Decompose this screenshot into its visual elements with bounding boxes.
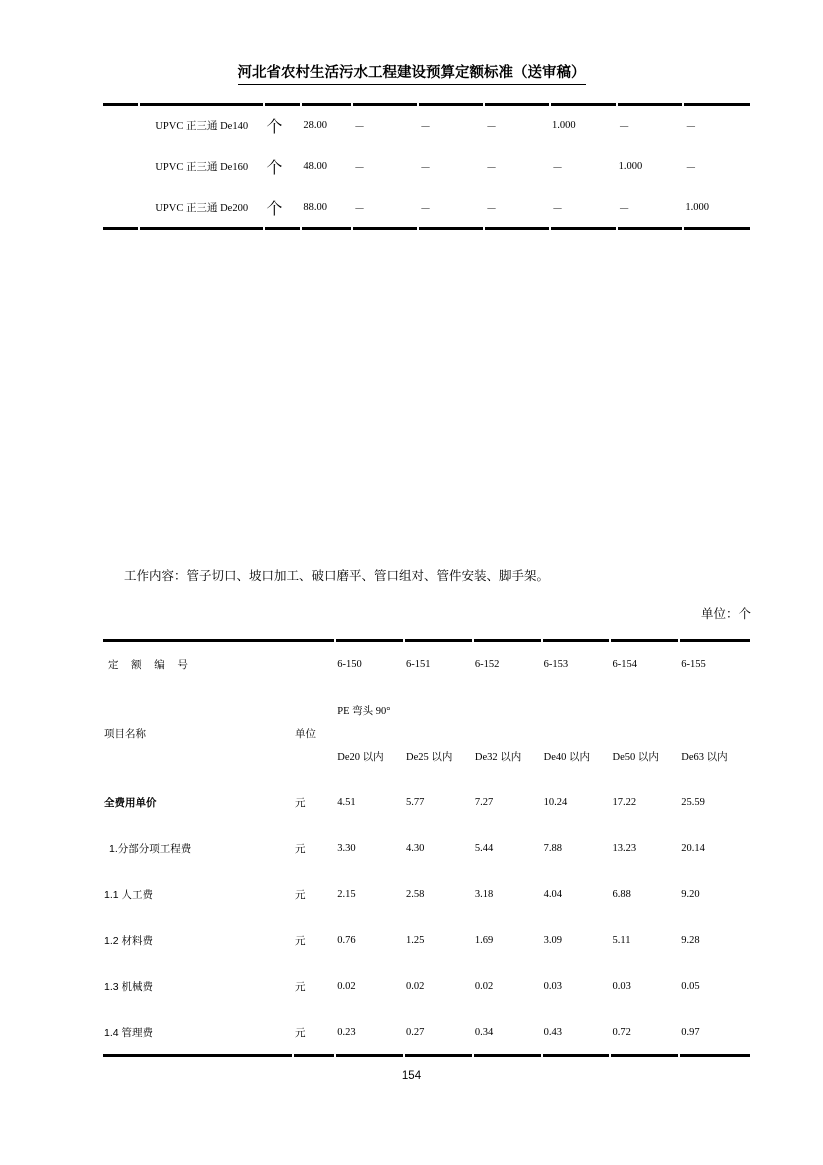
cost-value: 0.05 — [681, 980, 700, 992]
cost-item-label: 1.2 材料费 — [104, 934, 154, 947]
quota-code: 6-153 — [543, 639, 610, 686]
cost-item-label: 1.3 机械费 — [104, 980, 154, 993]
quota-code: 6-155 — [680, 639, 750, 686]
table-row — [103, 826, 750, 870]
table-header-row-code — [103, 639, 750, 686]
table-row — [103, 1010, 750, 1057]
material-qty: － — [485, 103, 549, 145]
cost-value: 17.22 — [612, 796, 637, 808]
cost-value: 0.03 — [612, 980, 631, 992]
material-qty: － — [551, 161, 563, 174]
work-content-note: 工作内容：管子切口、坡口加工、破口磨平、管口组对、管件安装、脚手架。 — [124, 569, 550, 583]
material-qty: － — [353, 188, 417, 230]
material-qty: － — [353, 103, 417, 145]
material-unit: 个 — [266, 160, 283, 177]
cost-value: 25.59 — [681, 796, 705, 808]
material-price: 28.00 — [302, 103, 351, 145]
quota-table — [101, 637, 752, 1059]
row-group-cell — [103, 147, 138, 186]
cost-value: 4.30 — [406, 842, 425, 854]
cost-item-label: 全费用单价 — [104, 796, 157, 809]
material-price: 88.00 — [302, 188, 351, 230]
cost-value: 3.30 — [337, 842, 356, 854]
page-title-text: 河北省农村生活污水工程建设预算定额标准（送审稿） — [238, 64, 586, 85]
cost-value: 4.04 — [543, 888, 563, 900]
quota-code: 6-154 — [611, 639, 678, 686]
cost-value: 9.28 — [681, 934, 700, 946]
material-price: 48.00 — [303, 161, 327, 172]
material-qty: － — [485, 188, 549, 230]
item-name-label: 项目名称 — [104, 727, 146, 740]
material-qty: － — [684, 103, 750, 145]
continued-material-table — [101, 101, 752, 232]
cost-value: 0.27 — [405, 1010, 472, 1057]
material-name: UPVC 正三通 De160 — [155, 162, 249, 173]
cost-value: 0.72 — [611, 1010, 678, 1057]
table-row — [103, 964, 750, 1008]
material-qty: － — [353, 161, 365, 174]
cost-value: 0.02 — [474, 980, 494, 992]
cost-value: 5.44 — [474, 842, 494, 854]
table-row — [103, 872, 750, 916]
unit-column-label: 单位 — [295, 727, 317, 740]
quota-code: 6-150 — [336, 639, 403, 686]
quota-code: 6-152 — [474, 639, 541, 686]
quota-code-label: 定 额 编 号 — [103, 639, 334, 686]
material-qty: － — [419, 103, 483, 145]
cost-item-label: 1.1 人工费 — [104, 888, 154, 901]
material-qty: 1.000 — [684, 188, 750, 230]
table-row — [103, 188, 750, 230]
quota-table-body — [103, 639, 750, 1057]
cost-value: 2.58 — [406, 888, 425, 900]
cost-item-label: 1.分部分项工程费 — [109, 842, 192, 855]
material-name: UPVC 正三通 De140 — [140, 103, 263, 145]
cost-value: 4.51 — [337, 796, 356, 808]
row-group-cell — [103, 188, 138, 230]
spec-label: De25 以内 — [406, 751, 453, 763]
cost-value: 1.25 — [406, 934, 425, 946]
cost-value: 0.02 — [406, 980, 425, 992]
material-name: UPVC 正三通 De200 — [140, 188, 263, 230]
cost-value: 13.23 — [612, 842, 637, 854]
material-qty: － — [618, 188, 683, 230]
material-qty: － — [551, 188, 616, 230]
cost-value: 7.27 — [474, 796, 494, 808]
material-qty: － — [485, 161, 497, 174]
material-qty: 1.000 — [618, 161, 643, 172]
cost-value: 0.23 — [336, 1010, 403, 1057]
cost-item-unit: 元 — [295, 888, 306, 901]
cost-value: 6.88 — [612, 888, 631, 900]
page-title — [0, 64, 823, 85]
unit-note: 单位：个 — [700, 607, 751, 621]
cost-item-unit: 元 — [295, 796, 306, 809]
cost-value: 1.69 — [474, 934, 494, 946]
material-qty: 1.000 — [551, 103, 616, 145]
quota-code: 6-151 — [405, 639, 472, 686]
cost-item-unit: 元 — [295, 934, 306, 947]
cost-value: 0.34 — [474, 1010, 541, 1057]
cost-value: 2.15 — [337, 888, 356, 900]
cost-value: 7.88 — [543, 842, 563, 854]
product-group-label: PE 弯头 90° — [337, 705, 391, 717]
material-qty: － — [419, 161, 431, 174]
cost-item-unit: 元 — [295, 842, 306, 855]
cost-item-unit: 元 — [295, 980, 306, 993]
cost-value: 3.09 — [543, 934, 563, 946]
cost-item-unit: 元 — [294, 1010, 334, 1057]
spec-label: De32 以内 — [474, 751, 522, 763]
material-qty: － — [685, 161, 697, 174]
cost-value: 5.77 — [406, 796, 425, 808]
table-header-row-group — [103, 688, 750, 732]
cost-value: 0.43 — [543, 1010, 610, 1057]
table-row — [103, 780, 750, 824]
spec-label: De50 以内 — [612, 751, 659, 763]
material-qty: － — [618, 103, 683, 145]
cost-value: 3.18 — [474, 888, 494, 900]
table-row — [103, 103, 750, 145]
table-row — [103, 918, 750, 962]
spec-label: De63 以内 — [681, 751, 728, 763]
material-unit: 个 — [265, 188, 300, 230]
cost-value: 0.97 — [680, 1010, 750, 1057]
continued-table-body — [103, 103, 750, 230]
cost-value: 0.03 — [543, 980, 563, 992]
cost-value: 9.20 — [681, 888, 700, 900]
page-number: 154 — [401, 1070, 422, 1082]
spec-label: De40 以内 — [543, 751, 591, 763]
cost-item-label: 1.4 管理费 — [103, 1010, 292, 1057]
material-unit: 个 — [265, 103, 300, 145]
cost-value: 0.02 — [337, 980, 356, 992]
table-row — [103, 147, 750, 186]
cost-value: 20.14 — [681, 842, 705, 854]
cost-value: 0.76 — [337, 934, 356, 946]
row-group-cell — [103, 103, 138, 145]
material-qty: － — [419, 188, 483, 230]
spec-label: De20 以内 — [337, 751, 384, 763]
cost-value: 5.11 — [612, 934, 631, 946]
cost-value: 10.24 — [543, 796, 568, 808]
